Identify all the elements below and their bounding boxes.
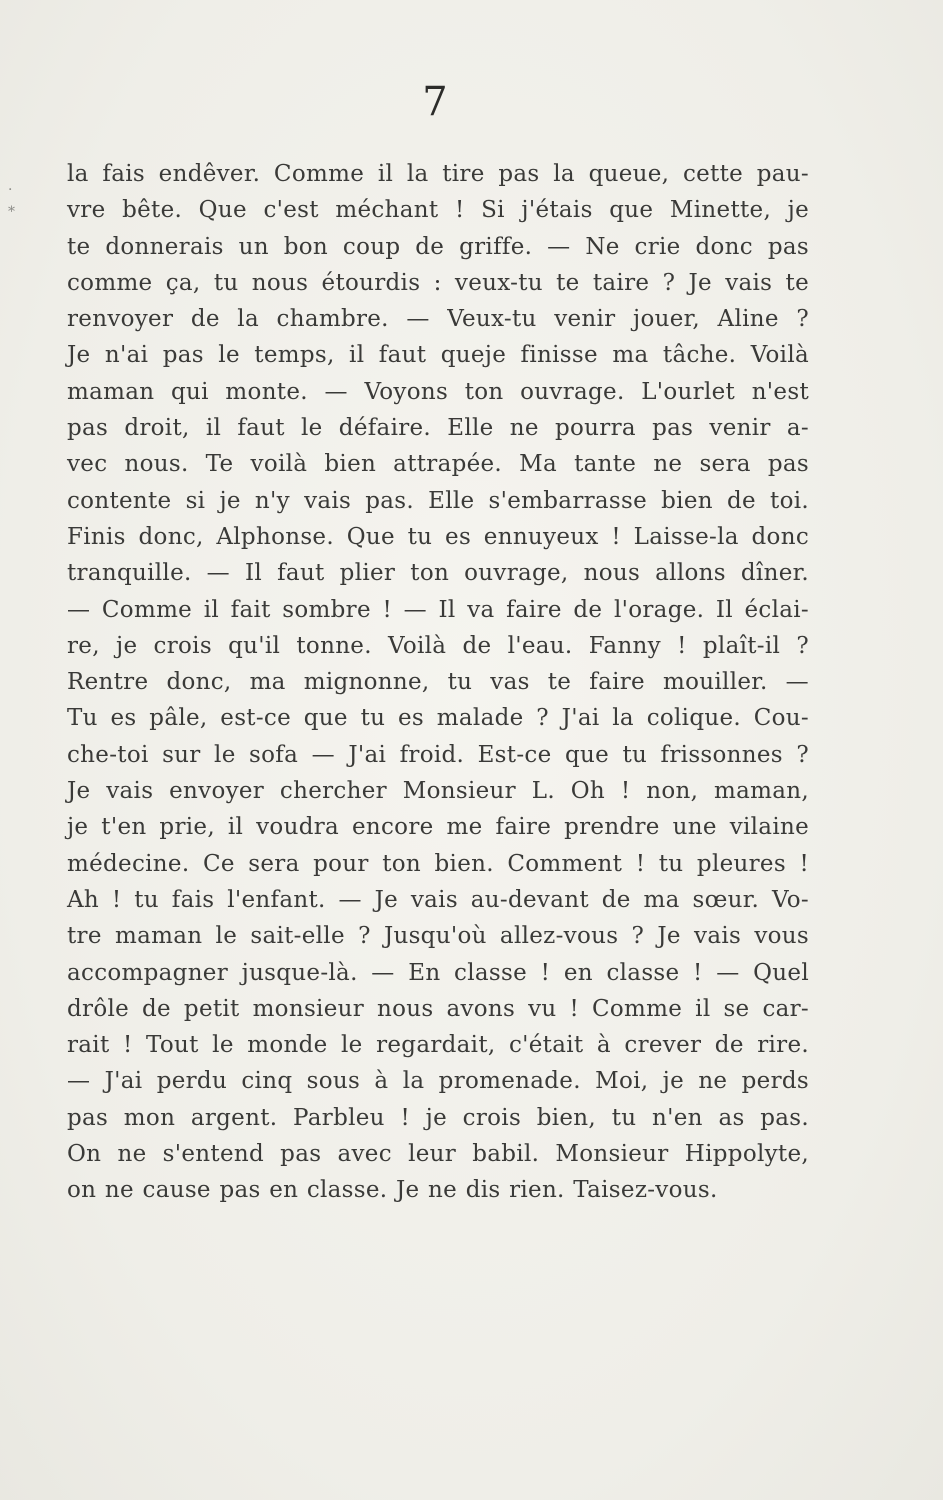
- margin-dot-mark: ·: [8, 182, 13, 198]
- text-line: pas mon argent. Parbleu ! je crois bien, tu n'en as pas.: [67, 1104, 809, 1131]
- text-line: contente si je n'y vais pas. Elle s'embarrasse bien de toi.: [67, 487, 809, 514]
- text-line: Rentre donc, ma mignonne, tu vas te faire mouiller. —: [67, 669, 809, 696]
- text-line: comme ça, tu nous étourdis : veux-tu te taire ? Je vais te: [67, 269, 809, 296]
- text-line: pas droit, il faut le défaire. Elle ne pourra pas venir a-: [67, 415, 809, 442]
- page-number: 7: [422, 79, 448, 125]
- text-line: drôle de petit monsieur nous avons vu ! Comme il se car-: [67, 995, 809, 1022]
- text-line: On ne s'entend pas avec leur babil. Monsieur Hippolyte,: [67, 1141, 809, 1168]
- text-line: maman qui monte. — Voyons ton ouvrage. L'ourlet n'est: [67, 378, 809, 405]
- text-line: la fais endêver. Comme il la tire pas la queue, cette pau-: [67, 161, 809, 187]
- text-line: re, je crois qu'il tonne. Voilà de l'eau. Fanny ! plaît-il ?: [67, 632, 809, 659]
- text-line: — Comme il fait sombre ! — Il va faire de l'orage. Il éclai-: [67, 596, 809, 623]
- text-line: Je vais envoyer chercher Monsieur L. Oh ! non, maman,: [67, 778, 809, 805]
- text-line: rait ! Tout le monde le regardait, c'était à crever de rire.: [67, 1032, 809, 1059]
- text-line: te donnerais un bon coup de griffe. — Ne crie donc pas: [67, 233, 809, 260]
- text-line: on ne cause pas en classe. Je ne dis rien. Taisez-vous.: [67, 1177, 718, 1204]
- text-line: tre maman le sait-elle ? Jusqu'où allez-vous ? Je vais vous: [67, 923, 809, 950]
- text-line: Finis donc, Alphonse. Que tu es ennuyeux ! Laisse-la donc: [67, 523, 809, 550]
- text-line: tranquille. — Il faut plier ton ouvrage, nous allons dîner.: [67, 560, 809, 587]
- text-line: Tu es pâle, est-ce que tu es malade ? J'ai la colique. Cou-: [67, 705, 809, 732]
- text-line: renvoyer de la chambre. — Veux-tu venir jouer, Aline ?: [67, 306, 809, 333]
- text-line: médecine. Ce sera pour ton bien. Comment ! tu pleures !: [67, 850, 809, 877]
- body-text: [67, 156, 809, 1209]
- text-line: che-toi sur le sofa — J'ai froid. Est-ce que tu frissonnes ?: [67, 741, 809, 768]
- text-line: vec nous. Te voilà bien attrapée. Ma tante ne sera pas: [67, 451, 809, 478]
- margin-ink-mark: *: [8, 204, 15, 220]
- text-line: vre bête. Que c'est méchant ! Si j'étais que Minette, je: [67, 197, 809, 224]
- text-line: Ah ! tu fais l'enfant. — Je vais au-devant de ma sœur. Vo-: [67, 886, 809, 913]
- text-line: accompagner jusque-là. — En classe ! en classe ! — Quel: [67, 959, 809, 986]
- text-line: — J'ai perdu cinq sous à la promenade. Moi, je ne perds: [67, 1068, 809, 1095]
- text-line: je t'en prie, il voudra encore me faire prendre une vilaine: [67, 814, 809, 841]
- text-line: Je n'ai pas le temps, il faut queje finisse ma tâche. Voilà: [67, 342, 809, 369]
